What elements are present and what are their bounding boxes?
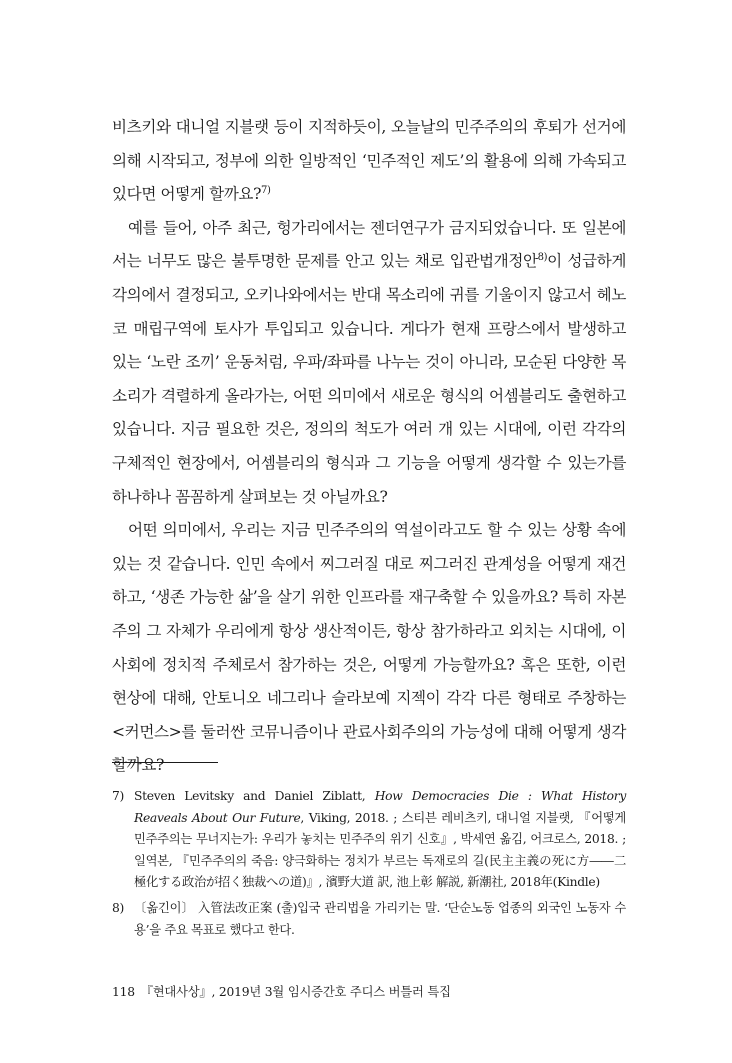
- footnote-text: [134, 901, 626, 937]
- footnote-7: [112, 786, 626, 894]
- body-text: [112, 111, 626, 783]
- italic-title: How Democracies Die : What History Reaveals About Our Future: [134, 789, 626, 825]
- footnote-reference: 8): [537, 252, 548, 264]
- page-number: 118: [112, 985, 135, 999]
- running-title: 『현대사상』, 2019년 3월 임시증간호 주디스 버틀러 특집: [140, 985, 451, 999]
- footnote-reference: 7): [261, 185, 271, 197]
- text-run: 이 성급하게 각의에서 결정되고, 오키나와에서는 반대 목소리에 귀를 기울이지 않고서 헤노코 매립구역에 토사가 투입되고 있습니다. 게다가 현재 프랑스에서 발생하고 있는 ‘노란 조끼’ 운동처럼, 우파/좌파를 나누는 것이 아니라, 모순된 다양한 목소리가 격렬하게 올라가는, 어떤 의미에서 새로운 형식의 어셈블리도 출현하고 있습니다. 지금 필요한 것은, 정의의 척도가 여러 개 있는 시대에, 이런 각각의 구체적인 현장에서, 어셈블리의 형식과 그 기능을 어떻게 생각할 수 있는가를 하나하나 꼼꼼하게 살펴보는 것 아닐까요?: [112, 252, 626, 506]
- footnote-number: 8): [112, 900, 125, 915]
- footnote-divider: [112, 762, 218, 763]
- text-run: , Viking, 2018. ; 스티븐 레비츠키, 대니얼 지블랫, 『어떻게 민주주의는 무너지는가: 우리가 놓치는 민주주의 위기 신호』, 박세연 옮김, 어크로스, 2018. ; 일역본, 『민주주의의 죽음: 양극화하는 정치가 부르는 독재로의 길(民主主義の死に方――二極化する政治が招く独裁への道)』, 濱野大道 訳, 池上彰 解説, 新潮社, 2018年(Kindle): [134, 810, 626, 890]
- page-footer: [112, 983, 626, 1001]
- footnote-8: [112, 898, 626, 941]
- footnote-number: 7): [112, 789, 125, 803]
- text-run: 〔옮긴이〕 入管法改正案 (출)입국 관리법을 가리키는 말. ‘단순노동 업종의 외국인 노동자 수용’을 주요 목표로 했다고 한다.: [134, 900, 626, 937]
- text-run: 어떤 의미에서, 우리는 지금 민주주의의 역설이라고도 할 수 있는 상황 속에 있는 것 같습니다. 인민 속에서 찌그러질 대로 찌그러진 관계성을 어떻게 재건하고, ‘생존 가능한 삶’을 살기 위한 인프라를 재구축할 수 있을까요? 특히 자본주의 그 자체가 우리에게 항상 생산적이든, 항상 참가하라고 외치는 시대에, 이 사회에 정치적 주체로서 참가하는 것은, 어떻게 가능할까요? 혹은 또한, 이런 현상에 대해, 안토니오 네그리나 슬라보예 지젝이 각각 다른 형태로 주창하는 <커먼스>를 둘러싼 코뮤니즘이나 관료사회주의의 가능성에 대해 어떻게 생각할까요?: [112, 521, 626, 775]
- paragraph: [112, 514, 626, 783]
- footnotes: [112, 786, 626, 945]
- footnote-text: [134, 789, 626, 889]
- paragraph: [112, 111, 626, 212]
- text-run: 비츠키와 대니얼 지블랫 등이 지적하듯이, 오늘날의 민주주의의 후퇴가 선거에 의해 시작되고, 정부에 의한 일방적인 ‘민주적인 제도’의 활용에 의해 가속되고 있다면 어떻게 할까요?: [112, 118, 626, 204]
- text-run: 예를 들어, 아주 최근, 헝가리에서는 젠더연구가 금지되었습니다. 또 일본에서는 너무도 많은 불투명한 문제를 안고 있는 채로 입관법개정안: [112, 218, 626, 271]
- paragraph: [112, 212, 626, 514]
- text-run: Steven Levitsky and Daniel Ziblatt,: [134, 789, 375, 803]
